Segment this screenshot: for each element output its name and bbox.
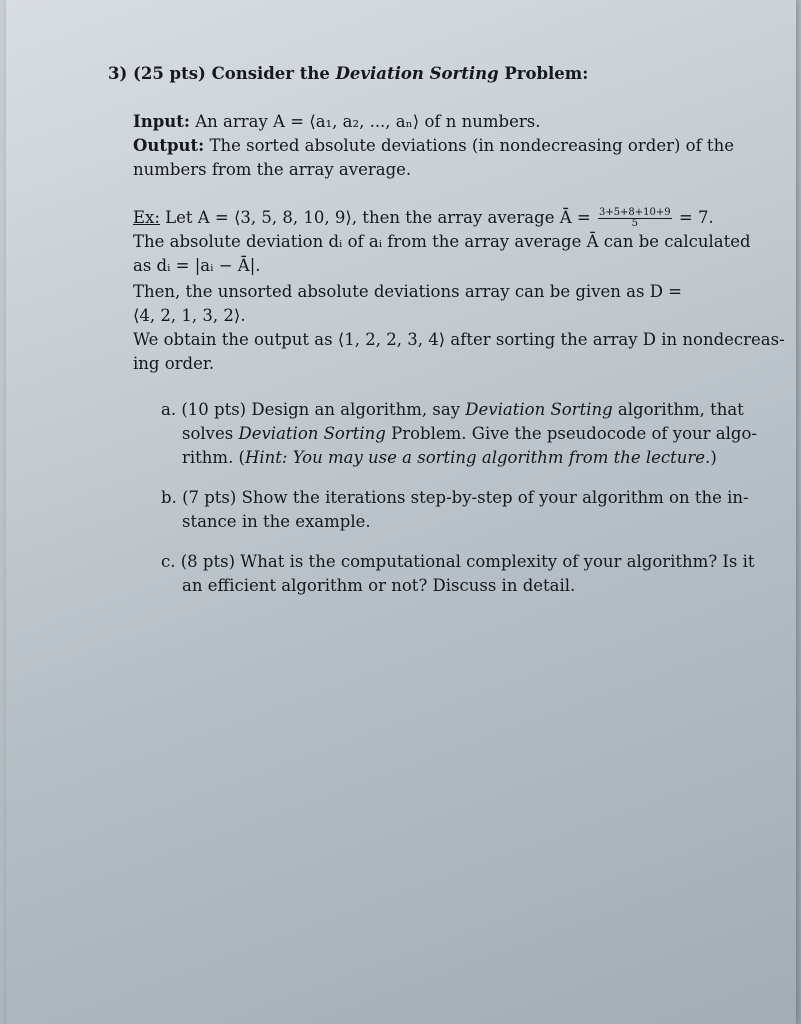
problem-number: 3) (108, 64, 128, 83)
part-c-line-1 (161, 550, 755, 574)
example-line-7: ing order. (133, 354, 215, 373)
part-a-line-3a: rithm. ( (182, 448, 245, 467)
part-c-label: c. (161, 552, 176, 571)
average-fraction (598, 208, 672, 229)
part-a-line-1b: algorithm, that (617, 400, 744, 419)
fraction-numerator: 3+5+8+10+9 (598, 207, 671, 218)
problem-name: Deviation Sorting (335, 64, 499, 83)
part-a-line-2b: Problem. Give the pseudocode of your algo- (391, 424, 757, 443)
part-a-line-1a: (10 pts) Design an algorithm, say (181, 400, 461, 419)
part-b-line-2: stance in the example. (182, 512, 371, 531)
part-b-line-1 (161, 486, 749, 510)
example-line-1a: Let A = ⟨3, 5, 8, 10, 9⟩, then the array average Ā = (165, 208, 591, 227)
example-line-5: ⟨4, 2, 1, 3, 2⟩. (133, 306, 246, 325)
example-label: Ex: (133, 208, 160, 227)
problem-heading (108, 62, 588, 86)
part-a-line-1 (161, 398, 744, 422)
part-a-name-2: Deviation Sorting (238, 424, 386, 443)
part-a-line-2a: solves (182, 424, 234, 443)
problem-heading-tail: Problem: (504, 64, 589, 83)
problem-heading-text: Consider the (211, 64, 330, 83)
part-b-label: b. (161, 488, 177, 507)
input-line (133, 110, 540, 134)
example-line-1b: = 7. (678, 208, 714, 227)
part-b-line-1-text: (7 pts) Show the iterations step-by-step of your algorithm on the in- (182, 488, 749, 507)
part-a-hint: Hint: You may use a sorting algorithm from the lecture. (245, 448, 711, 467)
part-c-line-2: an efficient algorithm or not? Discuss in detail. (182, 576, 576, 595)
example-line-1 (133, 206, 714, 230)
part-a-line-3 (182, 446, 717, 470)
output-line-2 (133, 158, 411, 182)
part-a-line-2 (182, 422, 757, 446)
part-a-name-1: Deviation Sorting (465, 400, 613, 419)
part-c-line-1-text: (8 pts) What is the computational complexity of your algorithm? Is it (180, 552, 755, 571)
output-label: Output: (133, 136, 205, 155)
example-line-2: The absolute deviation dᵢ of aᵢ from the array average Ā can be calculated (133, 232, 751, 251)
output-text-1: The sorted absolute deviations (in nondecreasing order) of the (209, 136, 734, 155)
problem-points: (25 pts) (133, 64, 206, 83)
fraction-denominator: 5 (631, 218, 638, 229)
example-line-3: as dᵢ = |aᵢ − Ā|. (133, 256, 261, 275)
part-a-line-3b: ) (710, 448, 717, 467)
example-line-6: We obtain the output as ⟨1, 2, 2, 3, 4⟩ after sorting the array D in nondecreas- (133, 330, 785, 349)
part-a-label: a. (161, 400, 177, 419)
output-line (133, 134, 734, 158)
input-text: An array A = ⟨a₁, a₂, ..., aₙ⟩ of n numbers. (195, 112, 541, 131)
output-text-2: numbers from the array average. (133, 160, 412, 179)
example-line-4: Then, the unsorted absolute deviations array can be given as D = (133, 282, 682, 301)
input-label: Input: (133, 112, 190, 131)
